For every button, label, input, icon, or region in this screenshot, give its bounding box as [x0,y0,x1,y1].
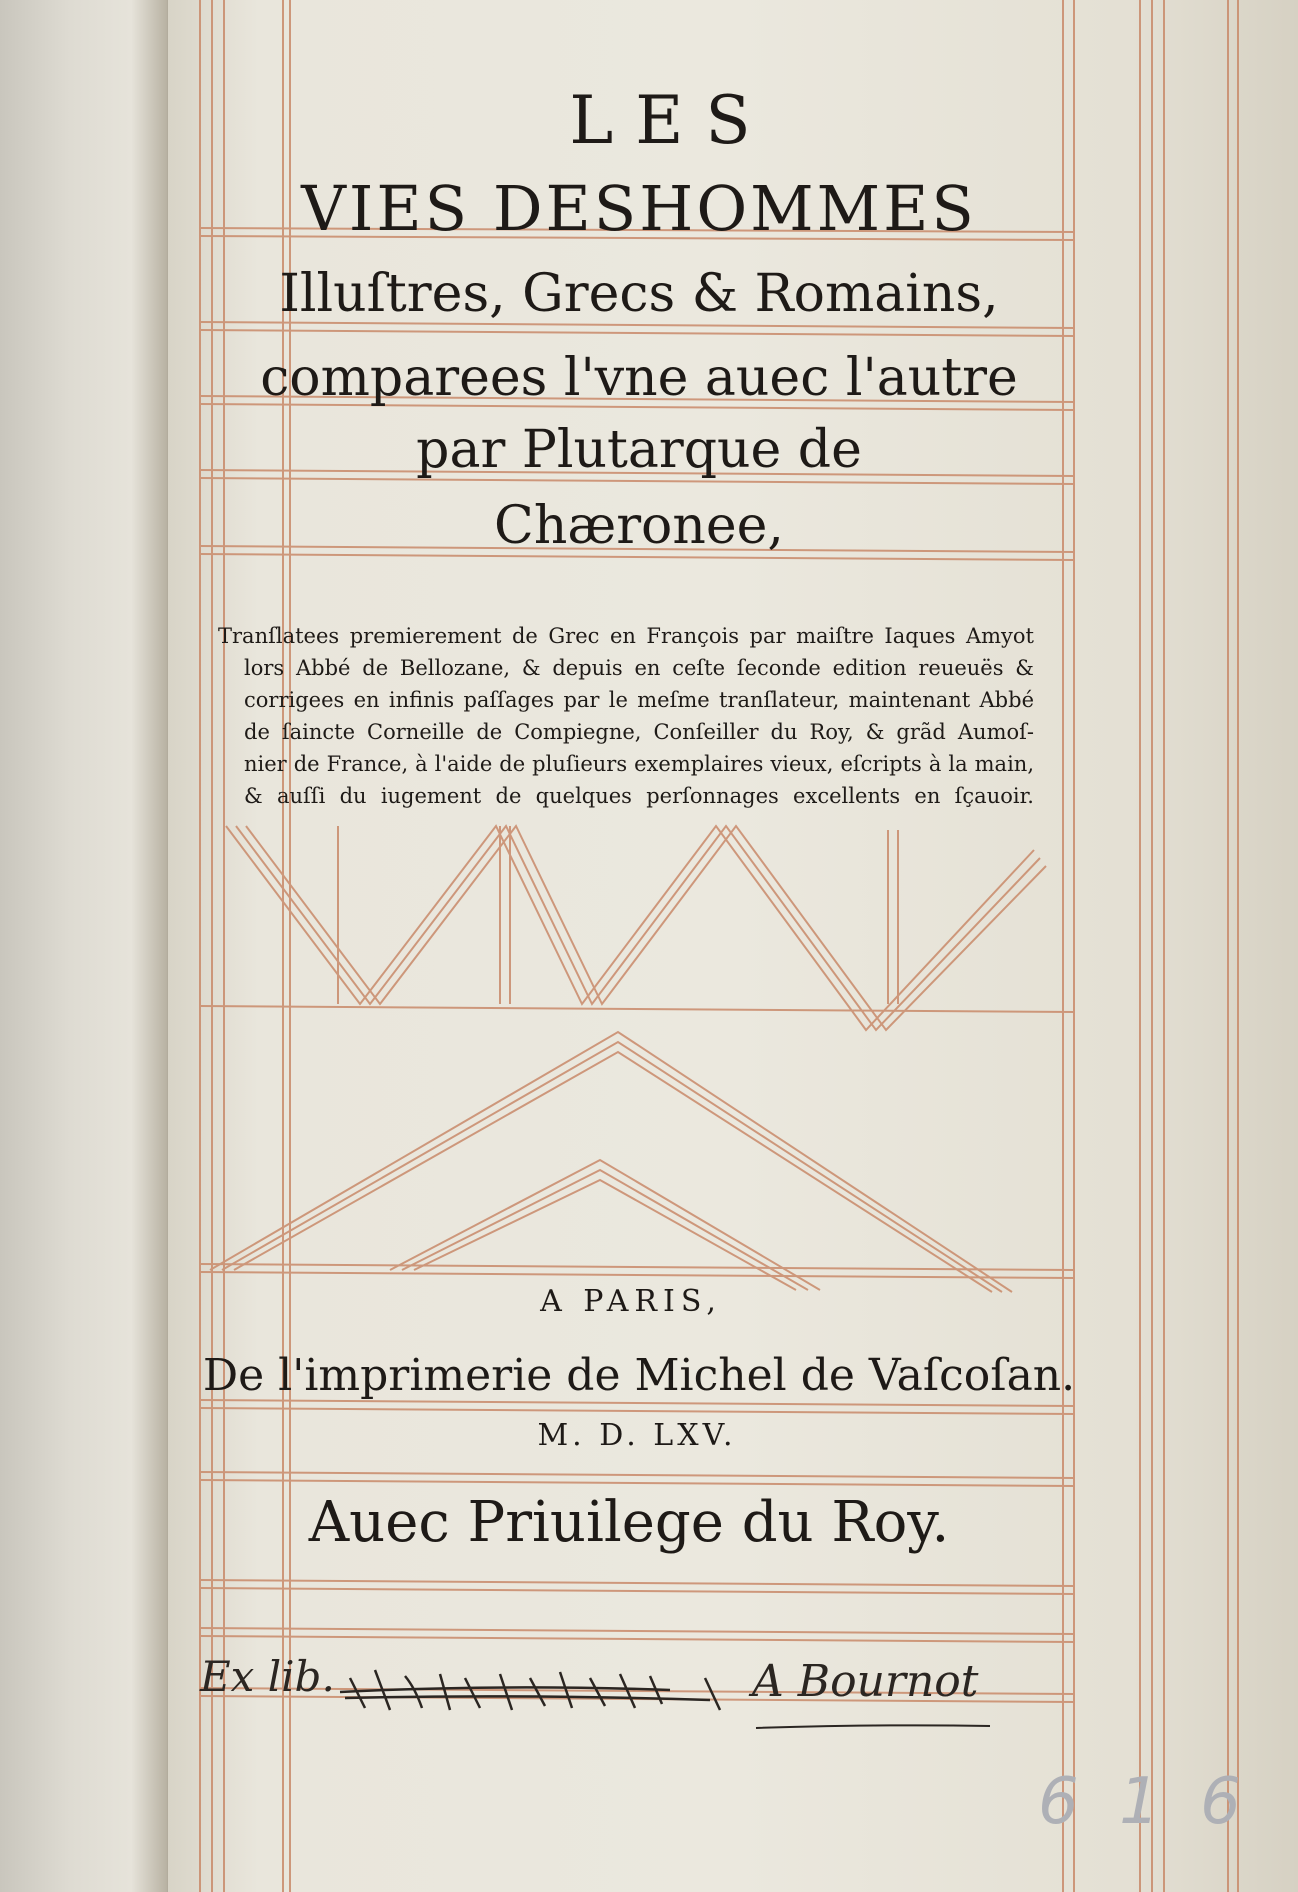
title-les: LES [569,82,773,159]
imprint-privilege: Auec Priuilege du Roy. [308,1490,950,1555]
title-vies-deshommes: VIES DESHOMMES [301,172,977,245]
title-comparees: comparees l'vne auec l'autre [260,348,1018,408]
ownership-inscription [200,1648,1000,1738]
owner-signature: A Bournot [752,1656,979,1707]
translation-note-line: nier de France, à l'aide de pluſieurs exemplaires vieux, eſcripts à la main, [244,752,1034,776]
ex-libris-text: Ex lib. [200,1652,335,1701]
translation-note-line: & auſſi du iugement de quelques perſonnages excellents en ſçauoir. [244,784,1034,808]
translation-note-line: corrigees en infinis paſſages par le meſme tranſlateur, maintenant Abbé [244,688,1034,712]
translation-note-line: de ſaincte Corneille de Compiegne, Conſeiller du Roy, & grãd Aumoſ- [244,720,1034,744]
pencil-shelfmark: 6 1 6 [1038,1765,1251,1839]
translation-note-line: lors Abbé de Bellozane, & depuis en ceſte ſeconde edition reueuës & [244,656,1034,680]
title-chaeronee: Chæronee, [494,496,784,556]
translation-note-line: Tranſlatees premierement de Grec en François par maiſtre Iaques Amyot [218,624,1034,648]
translation-note [218,620,1034,812]
imprint-printer: De l'imprimerie de Michel de Vaſcoſan. [202,1350,1076,1401]
imprint-date: M. D. LXV. [537,1418,737,1453]
title-par-plutarque: par Plutarque de [416,420,862,480]
title-illustres: Illuſtres, Grecs & Romains, [279,264,999,324]
imprint-city: A PARIS, [540,1284,722,1319]
